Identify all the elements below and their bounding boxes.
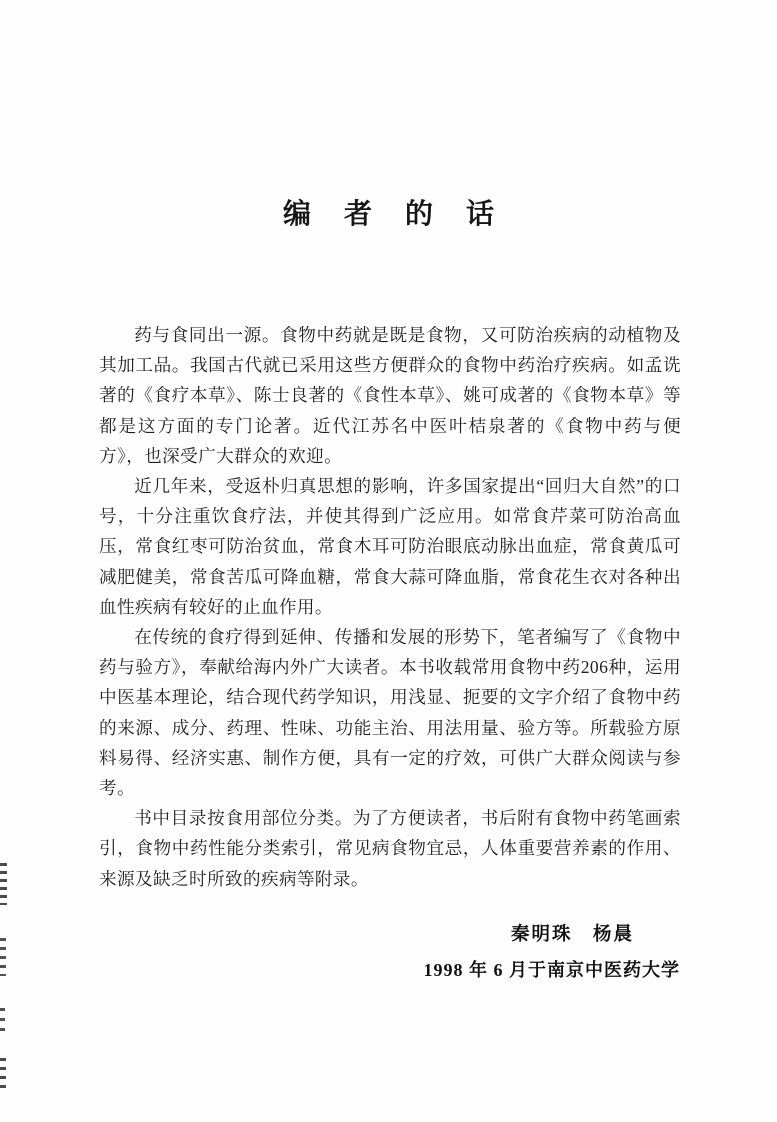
paragraph-book-structure: 书中目录按食用部位分类。为了方便读者，书后附有食物中药笔画索引，食物中药性能分类索引，常见病食物宜忌，人体重要营养素的作用、来源及缺乏时所致的疾病等附录。	[99, 808, 681, 889]
scan-edge-mark	[0, 863, 7, 905]
dateline: 1998 年 6 月于南京中医药大学	[423, 959, 680, 980]
page-title: 编 者 的 话	[282, 199, 507, 230]
author-signature: 秦明珠 杨晨	[510, 924, 634, 945]
scan-edge-mark	[0, 938, 6, 976]
paragraph-origin-of-food-medicine: 药与食同出一源。食物中药就是既是食物，又可防治疾病的动植物及其加工品。我国古代就已采用这些方便群众的食物中药治疗疾病。如孟诜著的《食疗本草》、陈士良著的《食性本草》、姚可成著的《食物本草》等都是这方面的专门论著。近代江苏名中医叶桔泉著的《食物中药与便方》，也深受广大群众的欢迎。	[99, 325, 681, 466]
paragraph-return-to-nature: 近几年来，受返朴归真思想的影响，许多国家提出“回归大自然”的口号，十分注重饮食疗法，并使其得到广泛应用。如常食芹菜可防治高血压，常食红枣可防治贫血，常食木耳可防治眼底动脉出血症，常食黄瓜可减肥健美，常食苦瓜可降血糖，常食大蒜可降血脂，常食花生衣对各种出血性疾病有较好的止血作用。	[99, 476, 681, 617]
signature-block	[0, 920, 680, 982]
paragraph-book-introduction: 在传统的食疗得到延伸、传播和发展的形势下，笔者编写了《食物中药与验方》，奉献给海内外广大读者。本书收载常用食物中药206种，运用中医基本理论，结合现代药学知识，用浅显、扼要的文字介绍了食物中药的来源、成分、药理、性味、功能主治、用法用量、验方等。所载验方原料易得、经济实惠、制作方便，具有一定的疗效，可供广大群众阅读与参考。	[99, 627, 681, 799]
scan-edge-mark	[0, 1008, 5, 1032]
scan-edge-mark	[0, 1058, 6, 1088]
page-content	[99, 320, 681, 894]
